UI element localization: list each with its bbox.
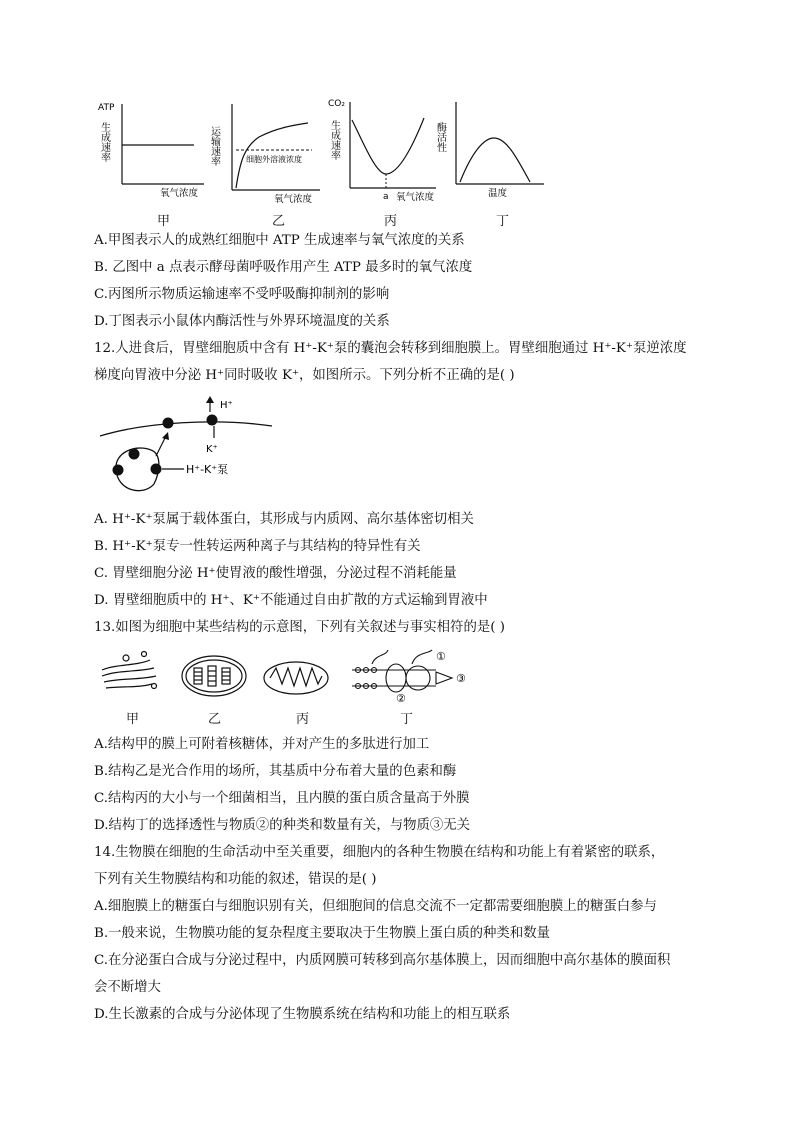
- organelle-caption-jia: 甲: [126, 712, 140, 727]
- q14-option-a: A.细胞膜上的糖蛋白与细胞识别有关，但细胞间的信息交流不一定都需要细胞膜上的糖蛋白参与: [94, 899, 657, 914]
- cell-membrane: [100, 422, 272, 436]
- graph-bing-xlabel: 氧气浓度: [396, 192, 435, 203]
- q12-option-a: A. H⁺-K⁺泵属于载体蛋白，其形成与内质网、高尔基体密切相关: [94, 512, 474, 527]
- mark-3: ③: [456, 672, 466, 685]
- graph-ding-caption: 丁: [496, 214, 510, 229]
- graph-ding-ylabel: 酶活性: [434, 122, 446, 152]
- q12-option-b: B. H⁺-K⁺泵专一性转运两种离子与其结构的特异性有关: [94, 539, 421, 554]
- q12-pump-figure: [96, 392, 276, 502]
- graph-yi-xlabel: 氧气浓度: [274, 194, 313, 205]
- q12-pump-svg: [96, 392, 276, 502]
- q11-option-b: B. 乙图中 a 点表示酵母菌呼吸作用产生 ATP 最多时的氧气浓度: [94, 260, 473, 275]
- q11-option-a: A.甲图表示人的成熟红细胞中 ATP 生成速率与氧气浓度的关系: [94, 233, 465, 248]
- q14-option-c-continued: 会不断增大: [94, 980, 161, 995]
- graph-bing-point-a: a: [383, 192, 389, 202]
- q13-stem: 13.如图为细胞中某些结构的示意图，下列有关叙述与事实相符的是( ): [94, 620, 505, 635]
- vesicle-arrow-head: [162, 432, 169, 440]
- q12-stem-line-1: 12.人进食后，胃壁细胞质中含有 H⁺-K⁺泵的囊泡会转移到细胞膜上。胃壁细胞通过 H⁺-K⁺泵逆浓度: [94, 341, 687, 356]
- q11-option-c: C.丙图所示物质运输速率不受呼吸酶抑制剂的影响: [94, 287, 390, 302]
- graph-yi-ylabel: 运输速率: [208, 126, 220, 166]
- mitochondrion: [264, 662, 328, 694]
- q12-stem-line-2: 梯度向胃液中分泌 H⁺同时吸收 K⁺，如图所示。下列分析不正确的是( ): [94, 368, 515, 383]
- chloroplast: [182, 656, 246, 696]
- graph-jia-ylabel-top: ATP: [98, 103, 115, 113]
- vesicle-pump-dot: [129, 449, 140, 460]
- organelle-caption-ding: 丁: [400, 712, 414, 727]
- q14-option-b: B.一般来说，生物膜功能的复杂程度主要取决于生物膜上蛋白质的种类和数量: [94, 926, 550, 941]
- graph-jia-xlabel: 氧气浓度: [160, 188, 199, 199]
- organelle-caption-yi: 乙: [208, 712, 222, 727]
- graph-yi-annotation: 细胞外溶液浓度: [246, 155, 302, 164]
- graph-jia-ylabel: 生成速率: [98, 122, 110, 162]
- q12-option-c: C. 胃壁细胞分泌 H⁺使胃液的酸性增强，分泌过程不消耗能量: [94, 566, 457, 581]
- graph-bing-ylabel: 生成速率: [328, 120, 340, 160]
- vesicle-pump-dot: [151, 464, 162, 475]
- q13-option-a: A.结构甲的膜上可附着核糖体，并对产生的多肽进行加工: [94, 737, 430, 752]
- q14-option-d: D.生长激素的合成与分泌体现了生物膜系统在结构和功能上的相互联系: [94, 1007, 511, 1022]
- q13-option-d: D.结构丁的选择透性与物质②的种类和数量有关，与物质③无关: [94, 818, 471, 833]
- mark-2: ②: [396, 692, 406, 705]
- graph-bing-ylabel-top: CO₂: [328, 99, 345, 109]
- q12-option-d: D. 胃壁细胞质中的 H⁺、K⁺不能通过自由扩散的方式运输到胃液中: [94, 593, 488, 608]
- q13-organelles-svg: [96, 646, 496, 706]
- h-arrow-head: [206, 396, 214, 403]
- h-label: H⁺: [220, 400, 233, 411]
- golgi-apparatus: [102, 652, 157, 689]
- organelle-caption-bing: 丙: [296, 712, 310, 727]
- graph-bing-curve: [352, 118, 424, 174]
- graph-bing: [328, 99, 436, 203]
- pump-label: H⁺-K⁺泵: [186, 463, 229, 476]
- membrane-pump-dot: [207, 415, 218, 426]
- graph-ding-xlabel: 温度: [488, 188, 508, 199]
- graph-jia-caption: 甲: [157, 214, 171, 229]
- k-label: K⁺: [206, 444, 218, 455]
- graph-ding-curve: [460, 138, 530, 182]
- q13-option-c: C.结构丙的大小与一个细菌相当，且内膜的蛋白质含量高于外膜: [94, 791, 470, 806]
- graph-bing-caption: 丙: [384, 214, 398, 229]
- graph-ding: [435, 102, 545, 199]
- q14-stem-line-2: 下列有关生物膜结构和功能的叙述，错误的是( ): [94, 872, 377, 887]
- graph-jia: [98, 103, 204, 199]
- mark-1: ①: [436, 650, 446, 663]
- membrane-pump-dot: [163, 418, 174, 429]
- q11-graphs-figure: [94, 92, 554, 222]
- vesicle-pump-dot: [113, 465, 124, 476]
- q11-graphs-svg: [94, 92, 554, 222]
- q11-option-d: D.丁图表示小鼠体内酶活性与外界环境温度的关系: [94, 314, 390, 329]
- vesicle-arrow: [156, 436, 166, 456]
- q14-option-c: C.在分泌蛋白合成与分泌过程中，内质网膜可转移到高尔基体膜上，因而细胞中高尔基体的膜面积: [94, 953, 671, 968]
- q13-option-b: B.结构乙是光合作用的场所，其基质中分布着大量的色素和酶: [94, 764, 457, 779]
- graph-yi-caption: 乙: [272, 214, 286, 229]
- graph-yi: [209, 104, 321, 205]
- q14-stem-line-1: 14.生物膜在细胞的生命活动中至关重要，细胞内的各种生物膜在结构和功能上有着紧密的联系，: [94, 845, 665, 860]
- q13-organelles-figure: [96, 646, 496, 706]
